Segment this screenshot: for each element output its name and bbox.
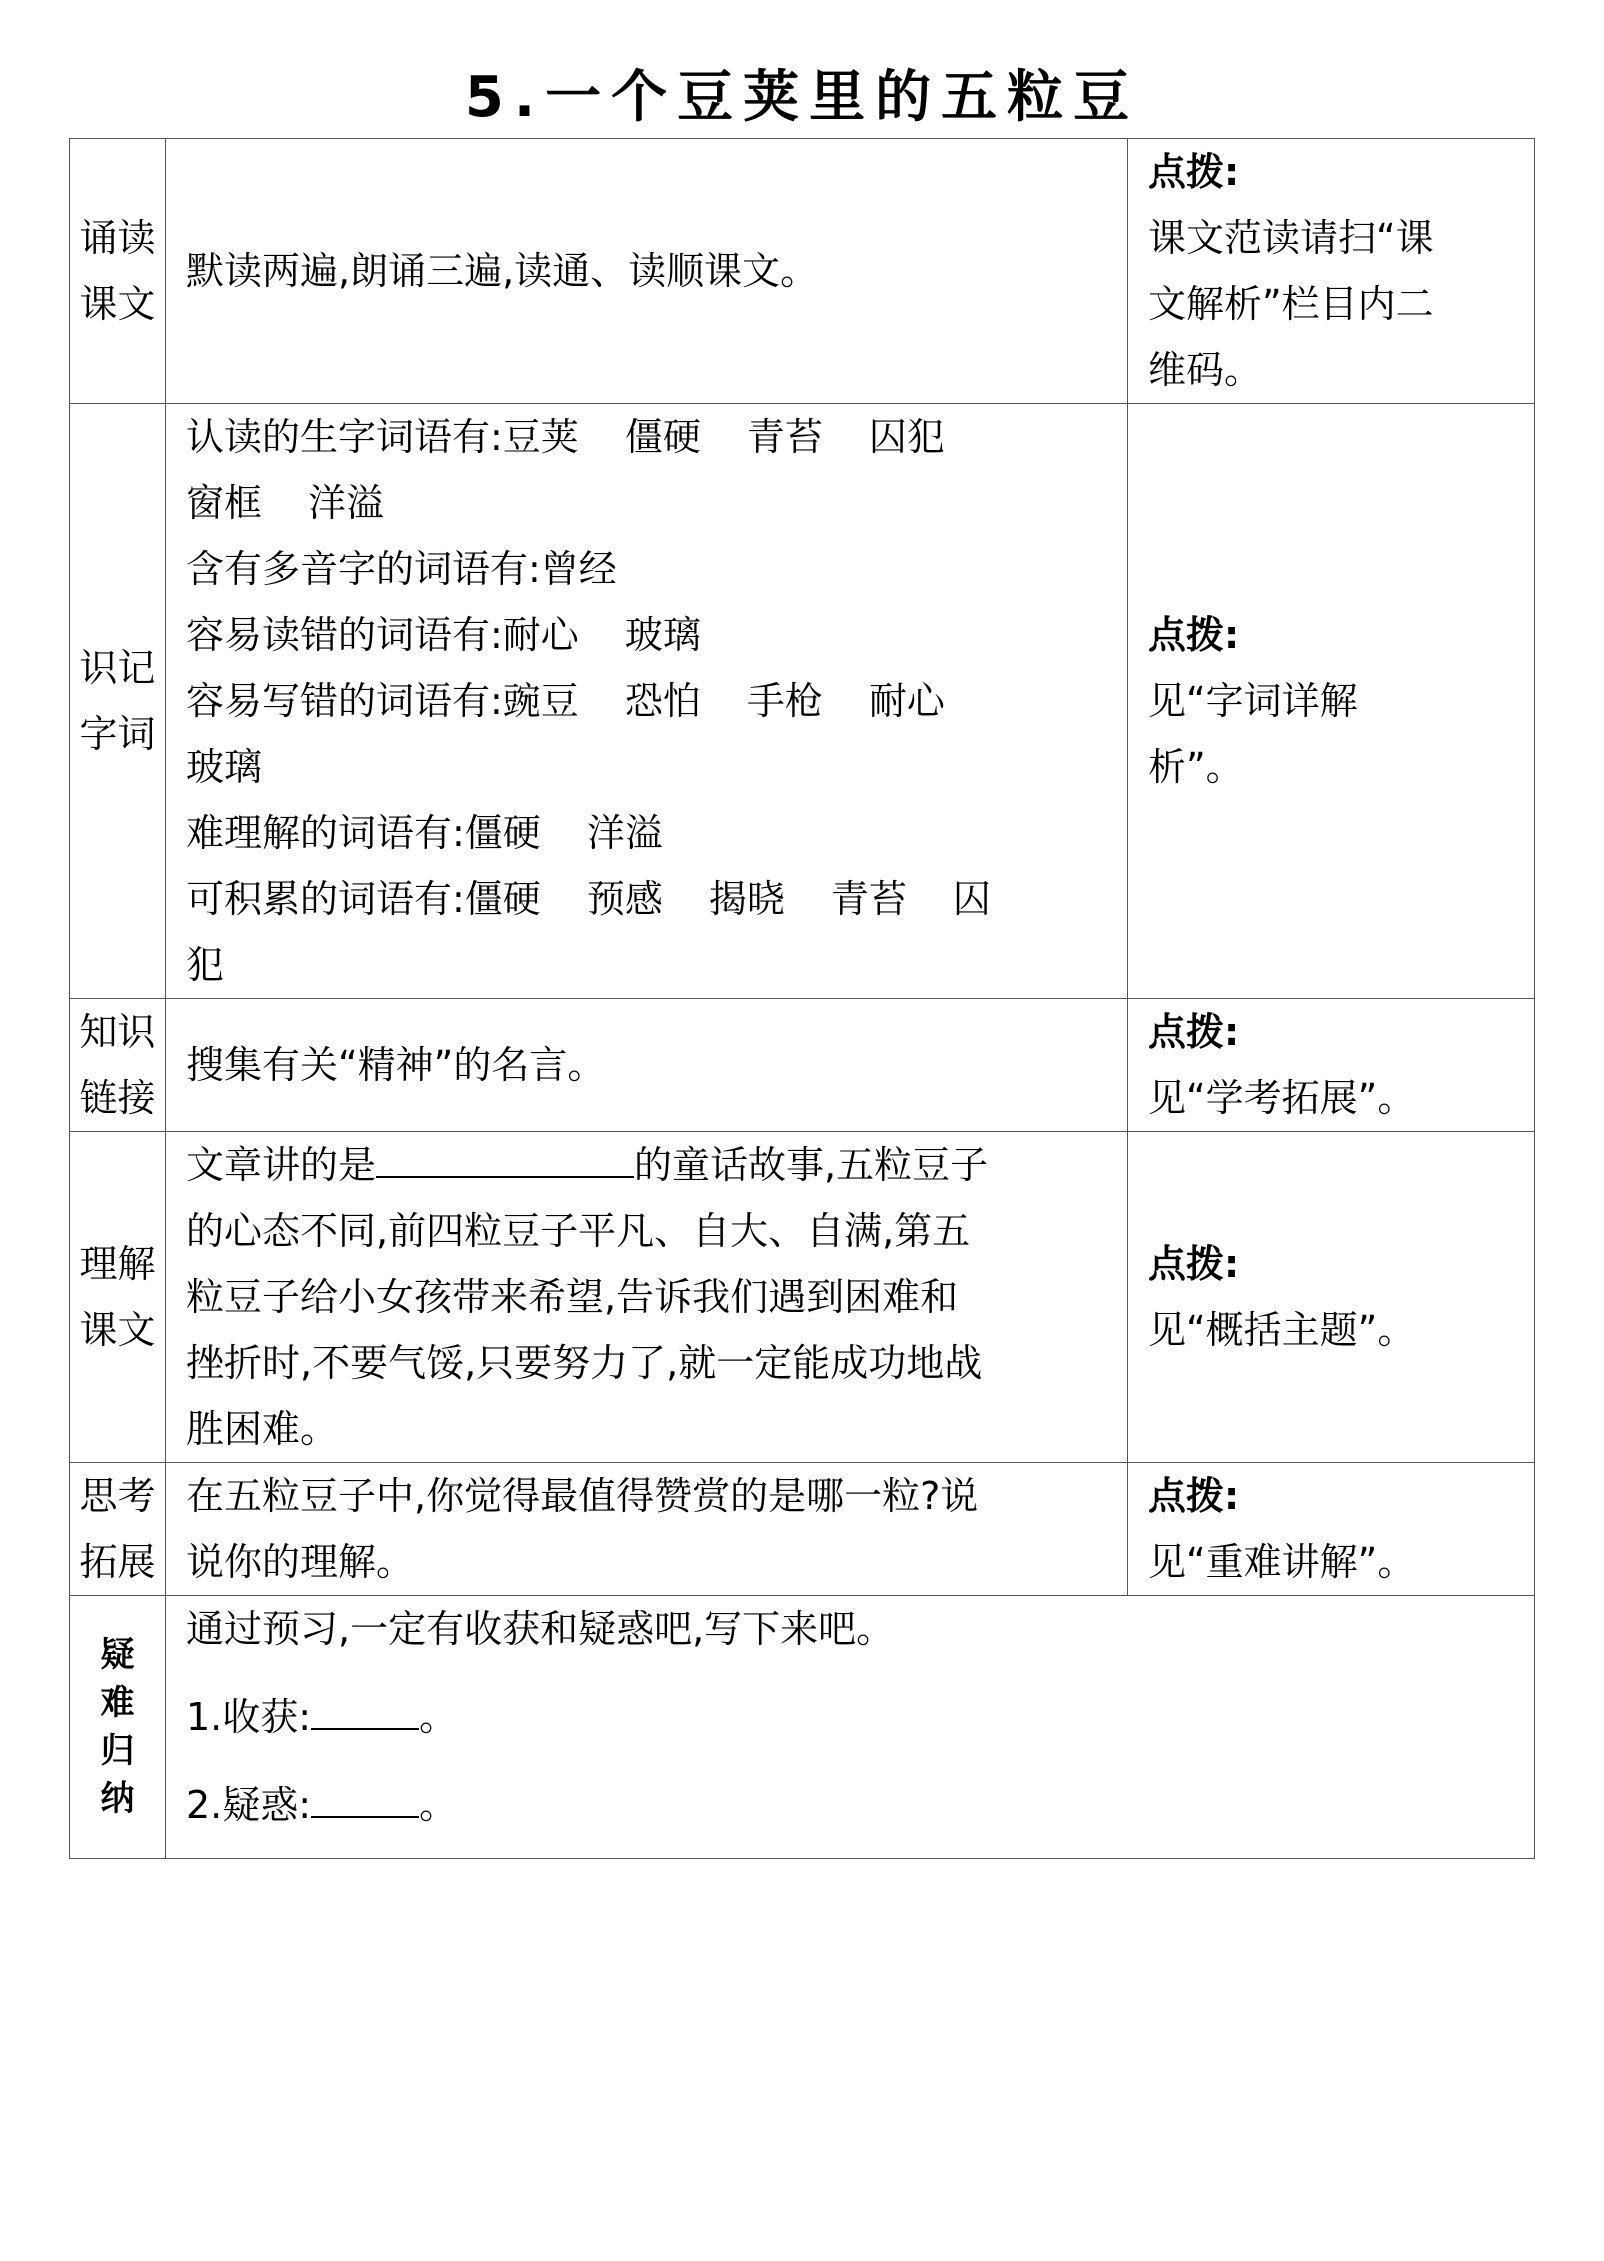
- vocab-word: 青苔: [746, 415, 823, 459]
- row-content-understand: [166, 1132, 1128, 1463]
- vocab-line: [186, 536, 1115, 602]
- vocab-text: 容易写错的词语有:豌豆: [186, 679, 579, 723]
- content-text: 搜集有关“精神”的名言。: [186, 1043, 606, 1087]
- row-label-summary: [70, 1596, 166, 1859]
- fill-blank[interactable]: [376, 1136, 634, 1178]
- vocab-line: [186, 734, 1115, 800]
- tip-line: 析”。: [1148, 745, 1244, 789]
- row-label-recite: [70, 139, 166, 404]
- row-label-knowledge: [70, 999, 166, 1132]
- vocab-line: [186, 470, 1115, 536]
- vocab-text: 含有多音字的词语有:曾经: [186, 547, 617, 591]
- vocab-text: 难理解的词语有:僵硬: [186, 811, 541, 855]
- vocab-text: 容易读错的词语有:耐心: [186, 613, 579, 657]
- vocab-text: 认读的生字词语有:豆荚: [186, 415, 579, 459]
- vocab-text: 可积累的词语有:僵硬: [186, 877, 541, 921]
- row-understand: [70, 1132, 1535, 1463]
- row-tip-recite: [1128, 139, 1535, 404]
- label-line: 疑: [100, 1635, 135, 1675]
- label-line: 诵读: [79, 216, 156, 260]
- vocab-word: 青苔: [830, 877, 907, 921]
- content-line: 的心态不同,前四粒豆子平凡、自大、自满,第五: [186, 1209, 971, 1253]
- content-line: 挫折时,不要气馁,只要努力了,就一定能成功地战: [186, 1341, 983, 1385]
- row-tip-knowledge: [1128, 999, 1535, 1132]
- content-text: 默读两遍,朗诵三遍,读通、读顺课文。: [186, 249, 819, 293]
- vocab-word: 洋溢: [308, 481, 385, 525]
- row-label-understand: [70, 1132, 166, 1463]
- row-summary: [70, 1596, 1535, 1859]
- page-title: 5.一个豆荚里的五粒豆: [464, 65, 1140, 130]
- content-text: 文章讲的是: [186, 1143, 377, 1187]
- row-knowledge: [70, 999, 1535, 1132]
- doubt-label: 2.疑惑:: [186, 1783, 312, 1827]
- row-content-vocab: [166, 404, 1128, 999]
- label-line: 课文: [79, 1308, 156, 1352]
- row-extend: [70, 1463, 1535, 1596]
- vocab-word: 玻璃: [186, 745, 263, 789]
- row-content-knowledge: [166, 999, 1128, 1132]
- harvest-blank[interactable]: [311, 1688, 419, 1730]
- row-content-extend: [166, 1463, 1128, 1596]
- content-line: 说你的理解。: [186, 1540, 415, 1584]
- harvest-label: 1.收获:: [186, 1695, 312, 1739]
- vocab-word: 玻璃: [624, 613, 701, 657]
- doubt-blank[interactable]: [311, 1776, 419, 1818]
- label-line: 课文: [79, 282, 156, 326]
- vocab-word: 窗框: [186, 481, 263, 525]
- vocab-word: 预感: [586, 877, 663, 921]
- preview-table: [69, 138, 1535, 1859]
- tip-line: 见“重难讲解”。: [1148, 1540, 1416, 1584]
- label-line: 知识: [79, 1010, 156, 1054]
- tip-heading: 点拨:: [1148, 613, 1240, 657]
- vocab-line: [186, 404, 1115, 470]
- tip-line: 维码。: [1148, 348, 1263, 392]
- label-line: 链接: [79, 1076, 156, 1120]
- label-line: 字词: [79, 712, 156, 756]
- summary-harvest: [186, 1684, 1522, 1750]
- vocab-line: [186, 800, 1115, 866]
- vocab-word: 僵硬: [624, 415, 701, 459]
- label-line: 识记: [79, 646, 156, 690]
- summary-intro: 通过预习,一定有收获和疑惑吧,写下来吧。: [186, 1607, 895, 1651]
- row-tip-understand: [1128, 1132, 1535, 1463]
- vocab-line: [186, 602, 1115, 668]
- vocab-word: 犯: [186, 943, 225, 987]
- vocab-word: 囚: [952, 877, 991, 921]
- label-line: 归: [100, 1731, 135, 1771]
- vocab-word: 耐心: [868, 679, 945, 723]
- vocab-word: 揭晓: [708, 877, 785, 921]
- row-tip-vocab: [1128, 404, 1535, 999]
- row-recite: [70, 139, 1535, 404]
- tip-heading: 点拨:: [1148, 1242, 1240, 1286]
- tip-line: 见“字词详解: [1148, 679, 1358, 723]
- label-line: 拓展: [79, 1540, 156, 1584]
- vocab-word: 恐怕: [624, 679, 701, 723]
- vocab-line: [186, 668, 1115, 734]
- content-line: 在五粒豆子中,你觉得最值得赞赏的是哪一粒?说: [186, 1474, 979, 1518]
- row-tip-extend: [1128, 1463, 1535, 1596]
- row-label-extend: [70, 1463, 166, 1596]
- tip-heading: 点拨:: [1148, 150, 1240, 194]
- row-content-summary: [166, 1596, 1535, 1859]
- content-text: 的童话故事,五粒豆子: [634, 1143, 989, 1187]
- content-line: 粒豆子给小女孩带来希望,告诉我们遇到困难和: [186, 1275, 959, 1319]
- tip-line: 课文范读请扫“课: [1148, 216, 1434, 260]
- label-line: 难: [100, 1683, 135, 1723]
- vocab-line: [186, 866, 1115, 932]
- vocab-word: 洋溢: [586, 811, 663, 855]
- period-mark: 。: [419, 1695, 458, 1739]
- row-content-recite: [166, 139, 1128, 404]
- tip-heading: 点拨:: [1148, 1010, 1240, 1054]
- row-vocab: [70, 404, 1535, 999]
- summary-doubt: [186, 1772, 1522, 1838]
- period-mark: 。: [419, 1783, 458, 1827]
- content-line: 胜困难。: [186, 1407, 339, 1451]
- understand-line-1: [186, 1132, 1115, 1198]
- vocab-line: [186, 932, 1115, 998]
- tip-line: 见“概括主题”。: [1148, 1308, 1416, 1352]
- vocab-word: 手枪: [746, 679, 823, 723]
- tip-heading: 点拨:: [1148, 1474, 1240, 1518]
- vocab-word: 囚犯: [868, 415, 945, 459]
- label-line: 思考: [79, 1474, 156, 1518]
- tip-line: 文解析”栏目内二: [1148, 282, 1434, 326]
- label-line: 纳: [100, 1779, 135, 1819]
- tip-line: 见“学考拓展”。: [1148, 1076, 1416, 1120]
- row-label-vocab: [70, 404, 166, 999]
- label-line: 理解: [79, 1242, 156, 1286]
